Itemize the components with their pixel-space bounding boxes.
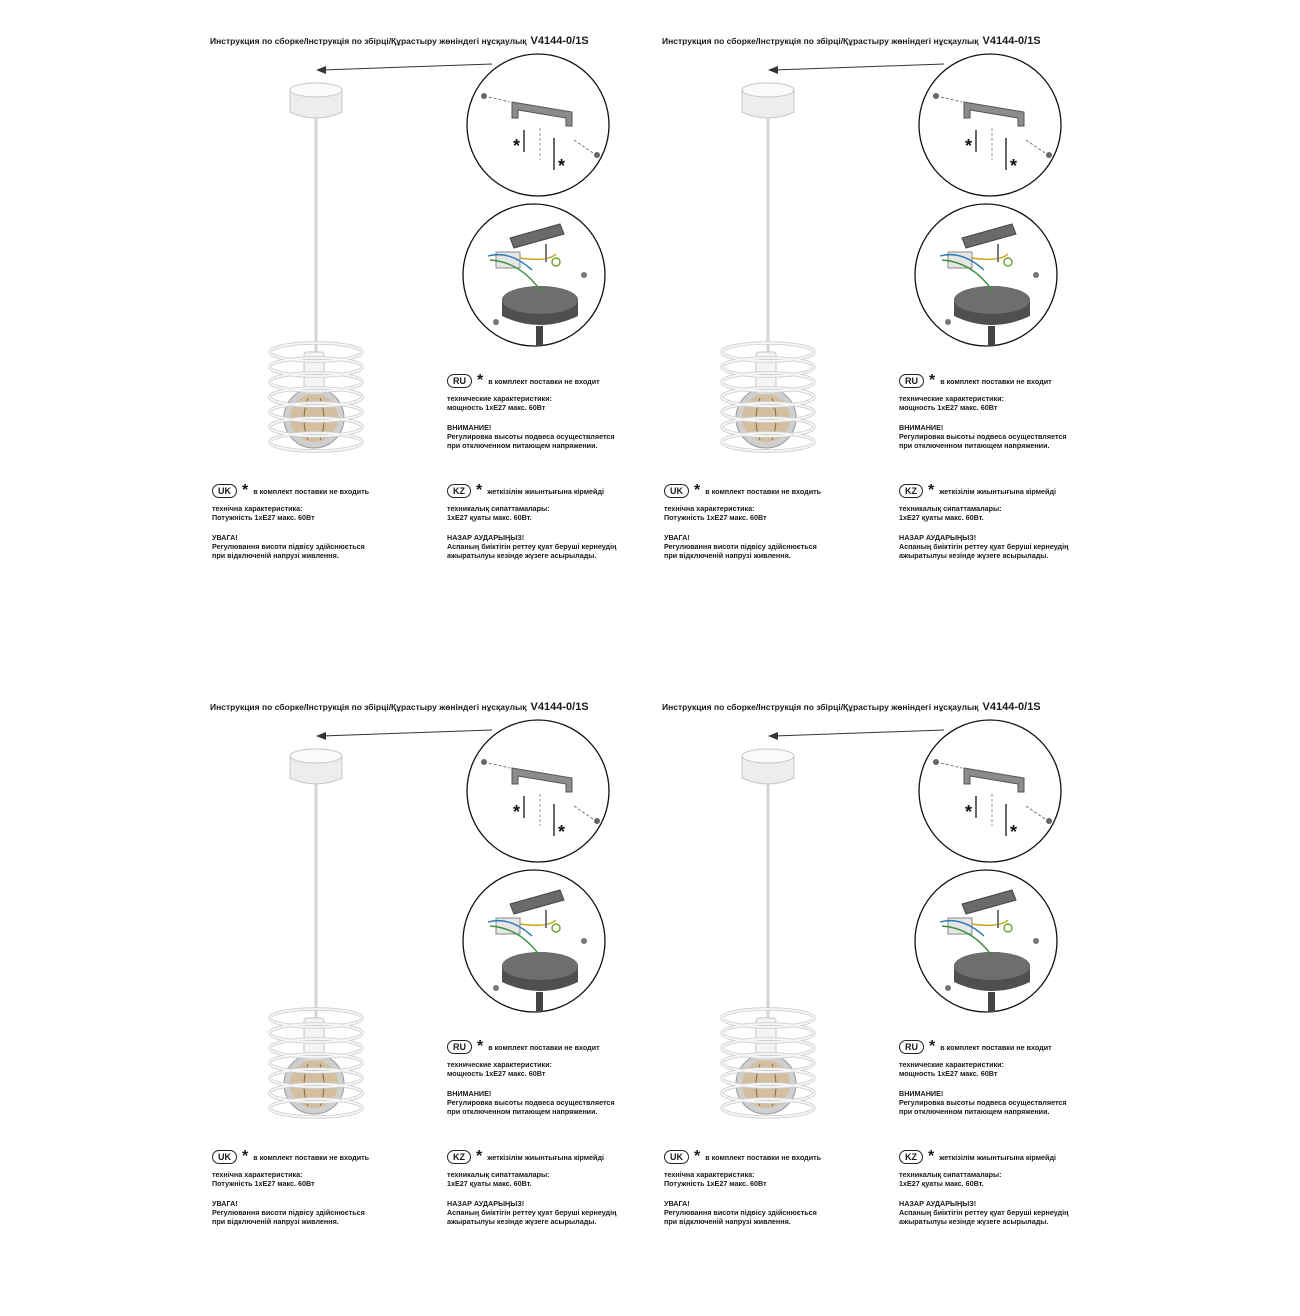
- uk-language-badge: UK: [212, 484, 237, 498]
- uk-info-block: [212, 1150, 369, 1226]
- title-text: Инструкция по сборке/Інструкція по збірці/Құрастыру жөніндегі нұсқаулық: [662, 36, 979, 46]
- uk-not-included-note: в комплект поставки не входить: [253, 486, 370, 496]
- kz-language-badge: KZ: [447, 1150, 471, 1164]
- uk-warning-title: УВАГА!: [212, 1199, 238, 1208]
- ru-warning-title: ВНИМАНИЕ!: [447, 1089, 492, 1098]
- asterisk-icon: *: [928, 482, 935, 499]
- uk-warning-line-1: Регулювання висоти підвісу здійснюється: [212, 1208, 365, 1217]
- instruction-sheet-bottom-right: [452, 666, 1102, 1316]
- svg-text:*: *: [1010, 156, 1018, 176]
- pointer-arrow-line: [774, 730, 944, 736]
- uk-warning-line-1: Регулювання висоти підвісу здійснюється: [664, 542, 817, 551]
- ru-warning-line-2: при отключенном питающем напряжении.: [899, 1107, 1050, 1116]
- uk-warning-line-2: при відключеній напрузі живлення.: [664, 1217, 791, 1226]
- uk-warning-line-1: Регулювання висоти підвісу здійснюється: [664, 1208, 817, 1217]
- model-number: V4144-0/1S: [982, 35, 1041, 47]
- wiring-diagram-icon: [915, 870, 1057, 1012]
- asterisk-icon: *: [242, 1148, 249, 1165]
- uk-warning-line-2: при відключеній напрузі живлення.: [212, 1217, 339, 1226]
- ru-warning-title: ВНИМАНИЕ!: [899, 423, 944, 432]
- kz-spec-title: техникалық сипаттамалары:: [899, 504, 1002, 513]
- asterisk-icon: *: [477, 1038, 484, 1055]
- kz-spec-title: техникалық сипаттамалары:: [447, 1170, 550, 1179]
- pointer-arrowhead: [768, 66, 778, 74]
- ru-warning-line-2: при отключенном питающем напряжении.: [447, 441, 598, 450]
- pendant-lamp-icon: [270, 1009, 362, 1117]
- kz-warning-line-1: Аспаның биіктігін реттеу қуат беруші кернеудің: [899, 1208, 1069, 1217]
- kz-warning-line-2: ажыратылуы кезінде жүзеге асырылады.: [447, 551, 597, 560]
- pendant-lamp-icon: [270, 343, 362, 451]
- svg-text:*: *: [558, 156, 566, 176]
- pointer-arrow-line: [774, 64, 944, 70]
- ru-spec-title: технические характеристики:: [447, 394, 552, 403]
- ceiling-canopy-icon: [290, 83, 342, 118]
- ru-warning-line-2: при отключенном питающем напряжении.: [899, 441, 1050, 450]
- kz-not-included-note: жеткізілім жиынтығына кірмейді: [939, 1152, 1056, 1162]
- pendant-lamp-icon: [722, 343, 814, 451]
- ru-spec-title: технические характеристики:: [899, 1060, 1004, 1069]
- uk-warning-title: УВАГА!: [664, 1199, 690, 1208]
- ru-not-included-note: в комплект поставки не входит: [488, 376, 600, 386]
- kz-warning-title: НАЗАР АУДАРЫҢЫЗ!: [899, 533, 977, 542]
- kz-warning-line-2: ажыратылуы кезінде жүзеге асырылады.: [899, 551, 1049, 560]
- kz-info-block: [899, 1150, 1068, 1226]
- uk-warning-title: УВАГА!: [212, 533, 238, 542]
- kz-warning-title: НАЗАР АУДАРЫҢЫЗ!: [447, 533, 525, 542]
- kz-warning-line-1: Аспаның биіктігін реттеу қуат беруші кернеудің: [447, 1208, 617, 1217]
- ru-spec-value: мощность 1хЕ27 макс. 60Вт: [447, 1069, 546, 1078]
- kz-language-badge: KZ: [899, 1150, 923, 1164]
- ru-spec-title: технические характеристики:: [899, 394, 1004, 403]
- uk-language-badge: UK: [212, 1150, 237, 1164]
- asterisk-icon: *: [694, 1148, 701, 1165]
- ru-warning-line-2: при отключенном питающем напряжении.: [447, 1107, 598, 1116]
- ru-not-included-note: в комплект поставки не входит: [940, 1042, 1052, 1052]
- uk-warning-line-2: при відключеній напрузі живлення.: [212, 551, 339, 560]
- kz-not-included-note: жеткізілім жиынтығына кірмейді: [487, 486, 604, 496]
- ru-not-included-note: в комплект поставки не входит: [488, 1042, 600, 1052]
- ru-spec-value: мощность 1хЕ27 макс. 60Вт: [899, 1069, 998, 1078]
- instruction-sheet-top-right: [452, 0, 1102, 650]
- asterisk-icon: *: [476, 482, 483, 499]
- ru-warning-line-1: Регулировка высоты подвеса осуществляется: [447, 1098, 615, 1107]
- kz-warning-line-2: ажыратылуы кезінде жүзеге асырылады.: [447, 1217, 597, 1226]
- uk-spec-value: Потужність 1хЕ27 макс. 60Вт: [212, 1179, 315, 1188]
- kz-info-block: [899, 484, 1068, 560]
- kz-spec-value: 1хЕ27 қуаты макс. 60Вт.: [447, 1179, 532, 1188]
- model-number: V4144-0/1S: [530, 701, 589, 713]
- ru-language-badge: RU: [447, 1040, 472, 1054]
- uk-spec-title: технічна характеристика:: [664, 504, 755, 513]
- pointer-arrowhead: [316, 732, 326, 740]
- uk-language-badge: UK: [664, 484, 689, 498]
- kz-spec-title: техникалық сипаттамалары:: [447, 504, 550, 513]
- ceiling-canopy-icon: [290, 749, 342, 784]
- mounting-bracket-icon: [919, 54, 1061, 196]
- kz-spec-value: 1хЕ27 қуаты макс. 60Вт.: [899, 1179, 984, 1188]
- svg-text:*: *: [513, 136, 521, 156]
- svg-text:*: *: [1010, 822, 1018, 842]
- ru-warning-line-1: Регулировка высоты подвеса осуществляется: [899, 1098, 1067, 1107]
- ru-warning-line-1: Регулировка высоты подвеса осуществляется: [899, 432, 1067, 441]
- svg-text:*: *: [558, 822, 566, 842]
- ru-language-badge: RU: [899, 1040, 924, 1054]
- uk-warning-title: УВАГА!: [664, 533, 690, 542]
- asterisk-icon: *: [242, 482, 249, 499]
- ru-spec-title: технические характеристики:: [447, 1060, 552, 1069]
- ru-warning-title: ВНИМАНИЕ!: [899, 1089, 944, 1098]
- svg-text:*: *: [965, 136, 973, 156]
- kz-not-included-note: жеткізілім жиынтығына кірмейді: [939, 486, 1056, 496]
- ru-spec-value: мощность 1хЕ27 макс. 60Вт: [899, 403, 998, 412]
- uk-spec-title: технічна характеристика:: [212, 1170, 303, 1179]
- uk-info-block: [212, 484, 369, 560]
- uk-spec-title: технічна характеристика:: [664, 1170, 755, 1179]
- model-number: V4144-0/1S: [982, 701, 1041, 713]
- kz-language-badge: KZ: [899, 484, 923, 498]
- mounting-bracket-icon: [919, 720, 1061, 862]
- uk-language-badge: UK: [664, 1150, 689, 1164]
- kz-spec-value: 1хЕ27 қуаты макс. 60Вт.: [899, 513, 984, 522]
- kz-warning-line-1: Аспаның биіктігін реттеу қуат беруші кернеудің: [447, 542, 617, 551]
- ru-info-block: [899, 374, 1067, 450]
- uk-warning-line-2: при відключеній напрузі живлення.: [664, 551, 791, 560]
- pointer-arrowhead: [316, 66, 326, 74]
- kz-spec-value: 1хЕ27 қуаты макс. 60Вт.: [447, 513, 532, 522]
- ceiling-canopy-icon: [742, 83, 794, 118]
- kz-warning-title: НАЗАР АУДАРЫҢЫЗ!: [447, 1199, 525, 1208]
- title-text: Инструкция по сборке/Інструкція по збірці/Құрастыру жөніндегі нұсқаулық: [210, 36, 527, 46]
- ru-language-badge: RU: [899, 374, 924, 388]
- kz-language-badge: KZ: [447, 484, 471, 498]
- ru-not-included-note: в комплект поставки не входит: [940, 376, 1052, 386]
- ru-warning-line-1: Регулировка высоты подвеса осуществляется: [447, 432, 615, 441]
- svg-text:*: *: [965, 802, 973, 822]
- kz-not-included-note: жеткізілім жиынтығына кірмейді: [487, 1152, 604, 1162]
- wiring-diagram-icon: [915, 204, 1057, 346]
- kz-warning-line-2: ажыратылуы кезінде жүзеге асырылады.: [899, 1217, 1049, 1226]
- kz-warning-line-1: Аспаның биіктігін реттеу қуат беруші кернеудің: [899, 542, 1069, 551]
- ru-info-block: [899, 1040, 1067, 1116]
- kz-spec-title: техникалық сипаттамалары:: [899, 1170, 1002, 1179]
- pendant-lamp-icon: [722, 1009, 814, 1117]
- uk-spec-value: Потужність 1хЕ27 макс. 60Вт: [664, 513, 767, 522]
- ceiling-canopy-icon: [742, 749, 794, 784]
- uk-info-block: [664, 1150, 821, 1226]
- ru-spec-value: мощность 1хЕ27 макс. 60Вт: [447, 403, 546, 412]
- asterisk-icon: *: [477, 372, 484, 389]
- uk-spec-value: Потужність 1хЕ27 макс. 60Вт: [664, 1179, 767, 1188]
- title-text: Инструкция по сборке/Інструкція по збірці/Құрастыру жөніндегі нұсқаулық: [662, 702, 979, 712]
- title-text: Инструкция по сборке/Інструкція по збірці/Құрастыру жөніндегі нұсқаулық: [210, 702, 527, 712]
- model-number: V4144-0/1S: [530, 35, 589, 47]
- uk-not-included-note: в комплект поставки не входить: [705, 486, 822, 496]
- uk-spec-title: технічна характеристика:: [212, 504, 303, 513]
- svg-text:*: *: [513, 802, 521, 822]
- asterisk-icon: *: [929, 1038, 936, 1055]
- asterisk-icon: *: [928, 1148, 935, 1165]
- uk-warning-line-1: Регулювання висоти підвісу здійснюється: [212, 542, 365, 551]
- asterisk-icon: *: [929, 372, 936, 389]
- asterisk-icon: *: [694, 482, 701, 499]
- ru-warning-title: ВНИМАНИЕ!: [447, 423, 492, 432]
- uk-spec-value: Потужність 1хЕ27 макс. 60Вт: [212, 513, 315, 522]
- uk-not-included-note: в комплект поставки не входить: [253, 1152, 370, 1162]
- uk-info-block: [664, 484, 821, 560]
- asterisk-icon: *: [476, 1148, 483, 1165]
- uk-not-included-note: в комплект поставки не входить: [705, 1152, 822, 1162]
- ru-language-badge: RU: [447, 374, 472, 388]
- kz-warning-title: НАЗАР АУДАРЫҢЫЗ!: [899, 1199, 977, 1208]
- pointer-arrowhead: [768, 732, 778, 740]
